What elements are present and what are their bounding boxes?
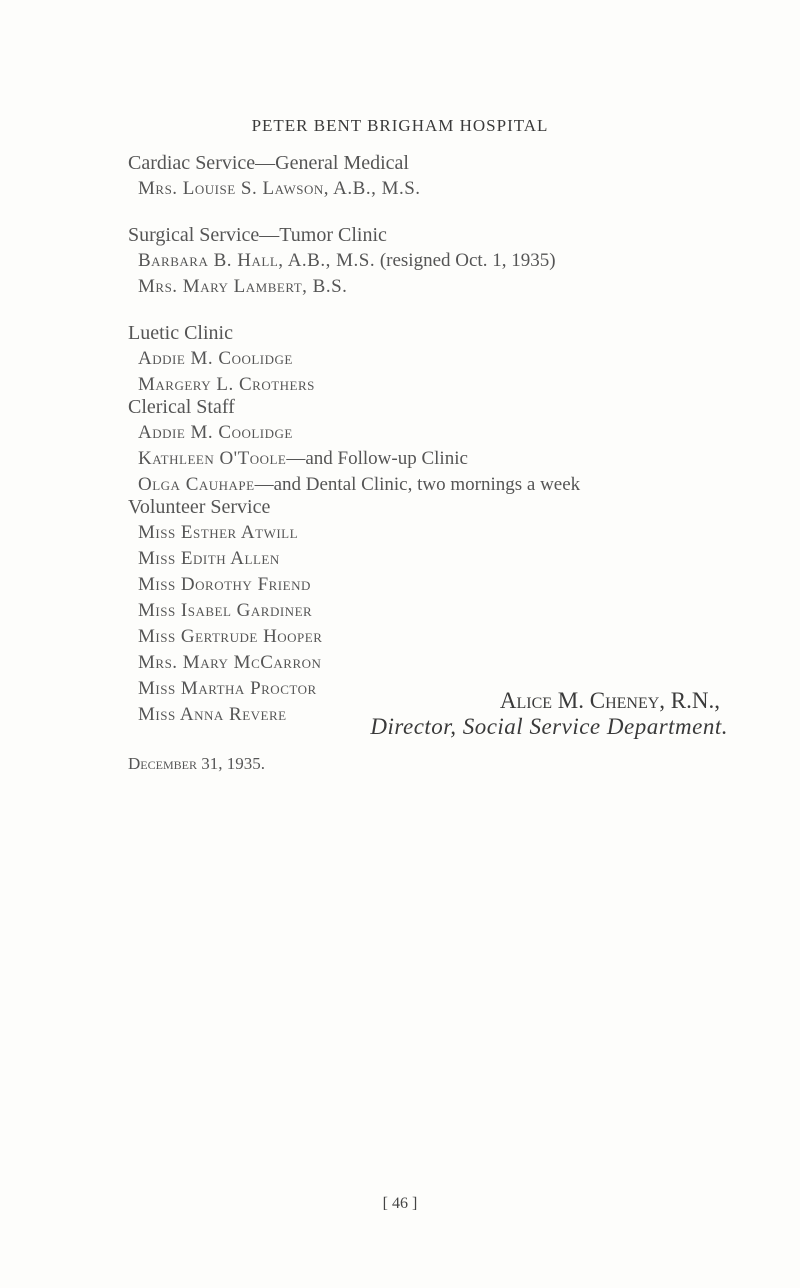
volunteer-entry: Miss Anna Revere [138, 704, 287, 725]
section-clerical-staff [128, 394, 778, 498]
volunteer-entry: Mrs. Mary McCarron [138, 652, 322, 673]
section-heading: Clerical Staff [128, 396, 235, 418]
running-head: PETER BENT BRIGHAM HOSPITAL [251, 116, 549, 135]
section-luetic-clinic [128, 320, 778, 398]
staff-name: Kathleen O'Toole [138, 448, 287, 469]
staff-entry: Mrs. Louise S. Lawson, A.B., M.S. [138, 178, 421, 199]
signature-name: Alice M. Cheney, R.N., [499, 688, 720, 713]
section-heading: Luetic Clinic [128, 322, 233, 344]
staff-note: —and Follow-up Clinic [286, 448, 468, 469]
staff-name: Barbara B. Hall, A.B., M.S. [138, 250, 376, 271]
volunteer-entry: Miss Gertrude Hooper [138, 626, 323, 647]
volunteer-entry: Miss Esther Atwill [138, 522, 299, 543]
section-surgical-service [128, 222, 778, 300]
staff-entry [128, 446, 778, 472]
section-heading: Surgical Service—Tumor Clinic [128, 224, 387, 246]
staff-entry [128, 248, 778, 274]
volunteer-entry: Miss Isabel Gardiner [138, 600, 313, 621]
section-cardiac-service [128, 150, 778, 202]
page-number: [ 46 ] [382, 1195, 418, 1212]
volunteer-entry: Miss Edith Allen [138, 548, 280, 569]
staff-entry: Addie M. Coolidge [138, 348, 293, 369]
section-heading: Volunteer Service [128, 496, 271, 518]
staff-note: (resigned Oct. 1, 1935) [375, 250, 556, 271]
staff-note: —and Dental Clinic, two mornings a week [254, 474, 581, 495]
staff-entry: Mrs. Mary Lambert, B.S. [138, 276, 348, 297]
staff-entry: Margery L. Crothers [138, 374, 315, 395]
signature-title: Director, Social Service Department. [370, 714, 728, 739]
report-date: December 31, 1935. [128, 754, 265, 773]
volunteer-entry: Miss Martha Proctor [138, 678, 317, 699]
volunteer-entry: Miss Dorothy Friend [138, 574, 311, 595]
staff-name: Olga Cauhape [138, 474, 255, 495]
section-heading: Cardiac Service—General Medical [128, 152, 409, 174]
staff-entry: Addie M. Coolidge [138, 422, 293, 443]
